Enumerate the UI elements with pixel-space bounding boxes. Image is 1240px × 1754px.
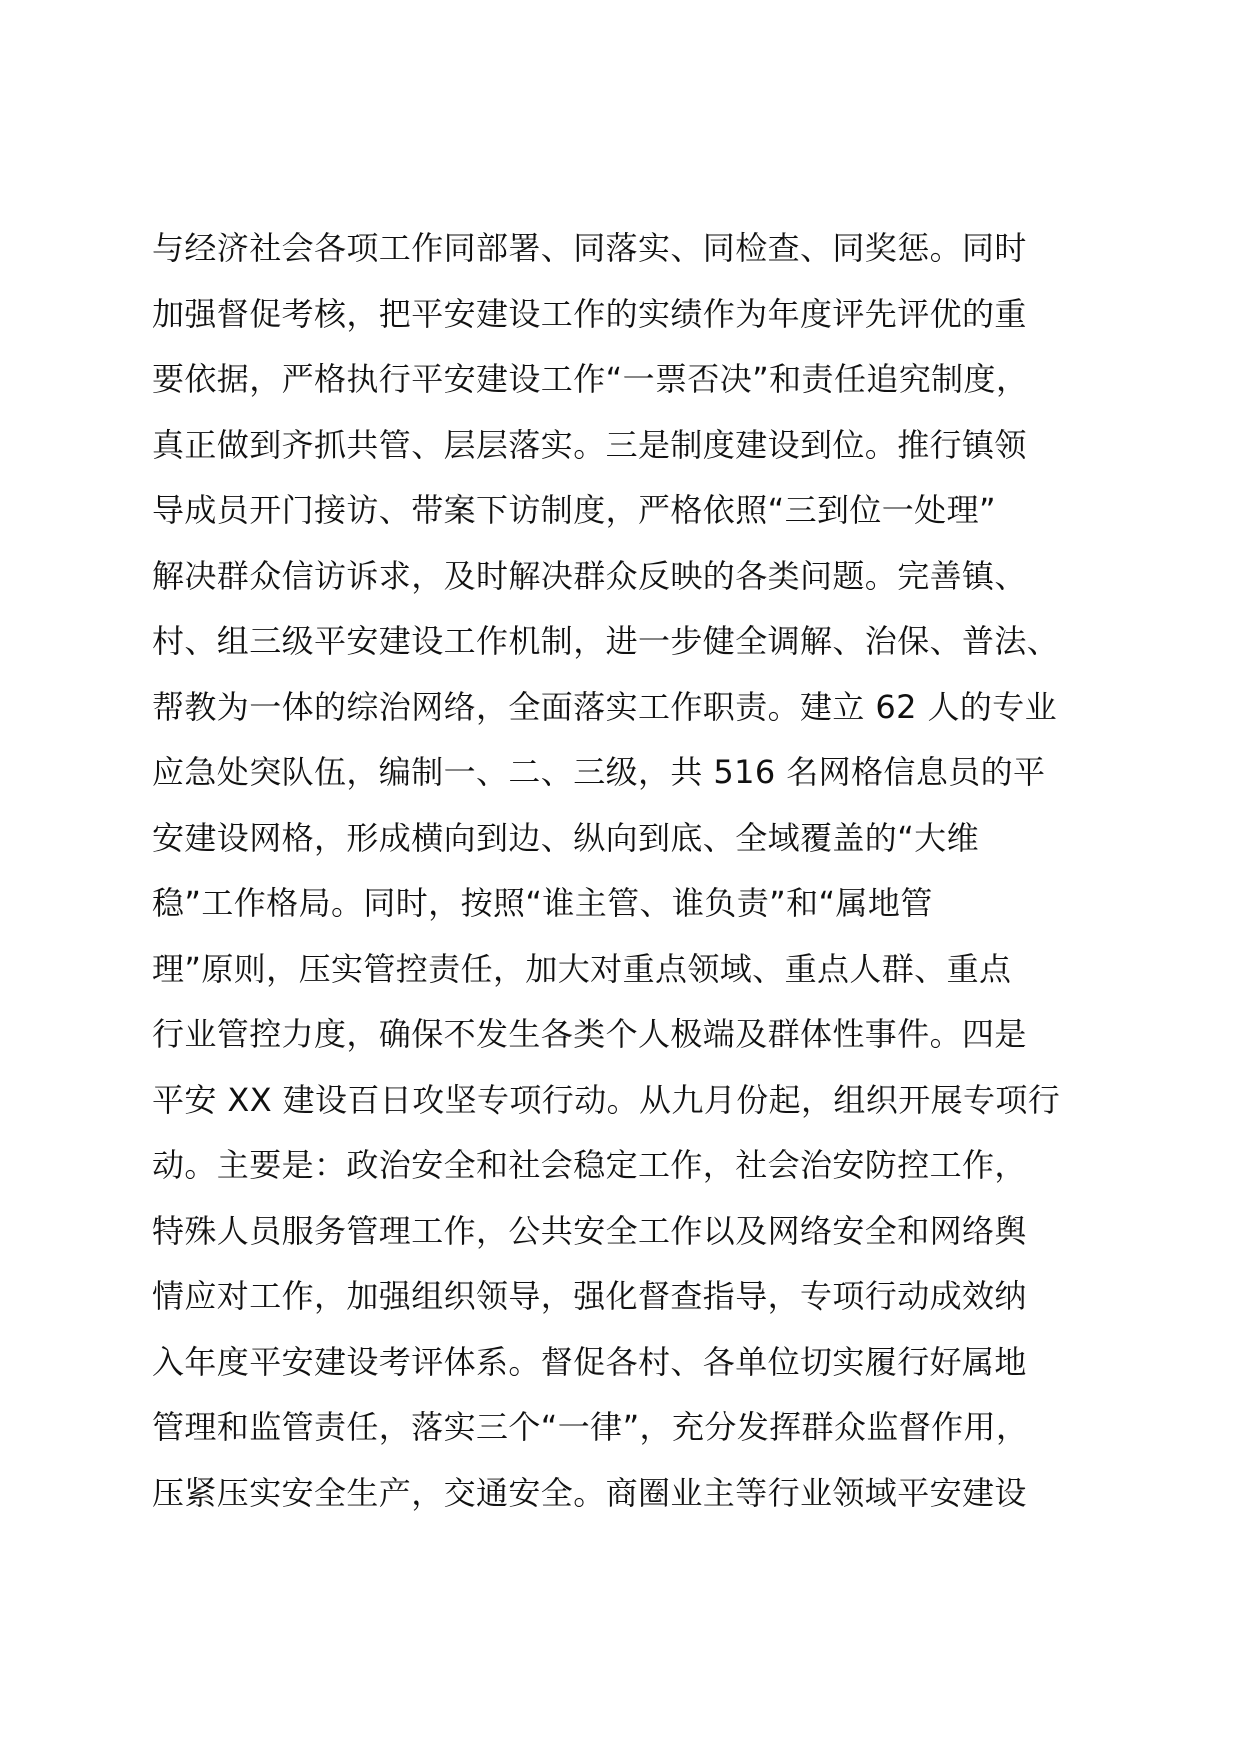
text-line-1: 与经济社会各项工作同部署、同落实、同检查、同奖惩。同时 [152, 229, 1027, 267]
text-line-10: 安建设网格，形成横向到边、纵向到底、全域覆盖的“大维 [152, 818, 979, 857]
body-text [152, 218, 1112, 1528]
text-line-19: 管理和监管责任，落实三个“一律”，充分发挥群众监督作用， [152, 1408, 1029, 1446]
text-line-17: 情应对工作，加强组织领导，强化督查指导，专项行动成效纳 [152, 1277, 1027, 1315]
text-line-8: 帮教为一体的综治网络，全面落实工作职责。建立 62 人的专业 [152, 687, 1058, 726]
text-line-11: 稳”工作格局。同时，按照“谁主管、谁负责”和“属地管 [152, 884, 933, 922]
text-line-6: 解决群众信访诉求，及时解决群众反映的各类问题。完善镇、 [152, 556, 1027, 595]
text-line-12: 理”原则，压实管控责任，加大对重点领域、重点人群、重点 [152, 949, 1012, 988]
text-line-18: 入年度平安建设考评体系。督促各村、各单位切实履行好属地 [152, 1342, 1027, 1381]
text-line-5: 导成员开门接访、带案下访制度，严格依照“三到位一处理” [152, 491, 996, 529]
text-line-20: 压紧压实安全生产，交通安全。商圈业主等行业领域平安建设 [152, 1473, 1027, 1512]
text-line-9: 应急处突队伍，编制一、二、三级，共 516 名网格信息员的平 [152, 753, 1046, 791]
text-line-15: 动。主要是：政治安全和社会稳定工作，社会治安防控工作， [152, 1146, 1027, 1184]
text-line-14: 平安 XX 建设百日攻坚专项行动。从九月份起，组织开展专项行 [152, 1080, 1061, 1119]
text-line-13: 行业管控力度，确保不发生各类个人极端及群体性事件。四是 [152, 1015, 1027, 1053]
text-line-16: 特殊人员服务管理工作，公共安全工作以及网络安全和网络舆 [152, 1211, 1027, 1250]
text-line-7: 村、组三级平安建设工作机制，进一步健全调解、治保、普法、 [152, 622, 1060, 660]
text-line-3: 要依据，严格执行平安建设工作“一票否决”和责任追究制度， [152, 360, 1029, 398]
text-line-4: 真正做到齐抓共管、层层落实。三是制度建设到位。推行镇领 [152, 425, 1027, 464]
text-line-2: 加强督促考核，把平安建设工作的实绩作为年度评先评优的重 [152, 294, 1027, 333]
